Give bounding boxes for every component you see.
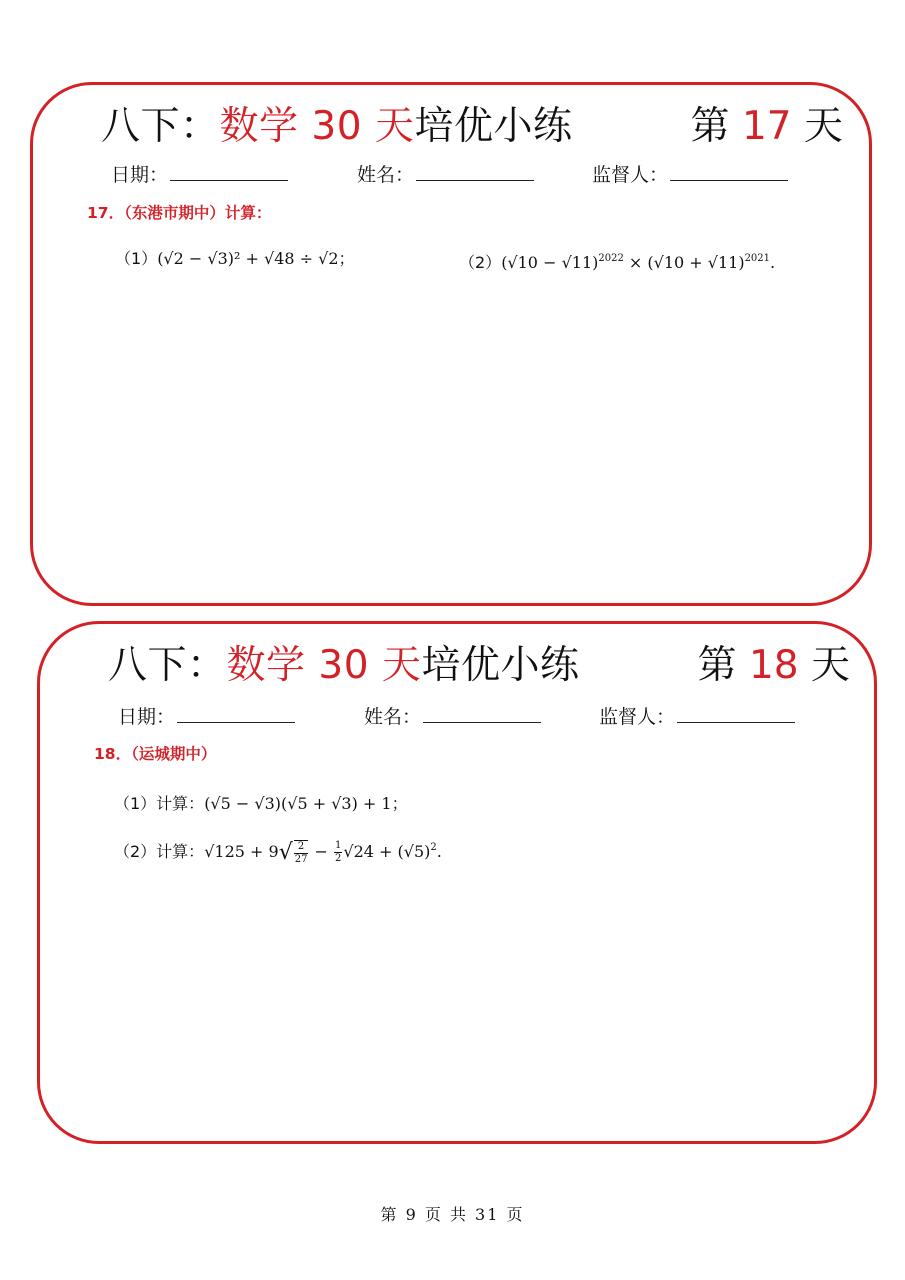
- title-row: [101, 99, 841, 157]
- title-prefix: 八下：: [101, 104, 220, 149]
- radical-sign: √: [278, 839, 293, 865]
- expression-end: .: [770, 253, 776, 272]
- expression-part: −: [309, 842, 334, 861]
- problem-expression: (√2 − √3)² + √48 ÷ √2；: [157, 249, 355, 268]
- problem-2: [114, 836, 442, 866]
- day-label: [698, 638, 850, 694]
- day-suffix: 天: [798, 643, 850, 688]
- day-17-card: [30, 82, 872, 606]
- title-suffix: 培优小练: [414, 104, 573, 149]
- day-18-card: [37, 621, 877, 1144]
- date-field[interactable]: [118, 702, 295, 730]
- info-row: [111, 160, 831, 186]
- date-blank[interactable]: [177, 702, 295, 723]
- day-label: [691, 99, 843, 155]
- date-label: 日期：: [111, 164, 169, 186]
- radical-fraction: [279, 840, 310, 866]
- problem-label: （1）计算：: [114, 794, 205, 813]
- name-label: 姓名：: [364, 706, 422, 728]
- question-header: 17．（东港市期中）计算：: [87, 204, 272, 222]
- title-row: [108, 638, 848, 696]
- denominator: 27: [294, 853, 308, 865]
- denominator: 2: [335, 853, 342, 864]
- worksheet-title: [108, 638, 579, 694]
- supervisor-label: 监督人：: [592, 164, 669, 186]
- fraction: [334, 840, 342, 865]
- expression-part: √24 + (√5): [343, 842, 431, 861]
- numerator: 1: [335, 840, 342, 851]
- expression-part: (√10 − √11): [501, 253, 599, 272]
- date-field[interactable]: [111, 160, 288, 188]
- day-suffix: 天: [791, 104, 843, 149]
- question-header: 18．（运城期中）: [94, 745, 217, 763]
- supervisor-blank[interactable]: [677, 702, 795, 723]
- supervisor-blank[interactable]: [670, 160, 788, 181]
- problem-label: （1）: [115, 249, 158, 268]
- name-field[interactable]: [357, 160, 534, 188]
- name-field[interactable]: [364, 702, 541, 730]
- worksheet-title: [101, 99, 572, 155]
- numerator: 2: [294, 841, 309, 854]
- title-suffix: 培优小练: [421, 643, 580, 688]
- exponent: 2021: [744, 253, 771, 264]
- name-blank[interactable]: [423, 702, 541, 723]
- fraction: [294, 840, 309, 866]
- title-highlight: 数学 30 天: [226, 643, 422, 688]
- problem-2: [459, 247, 775, 275]
- name-blank[interactable]: [416, 160, 534, 181]
- day-prefix: 第: [697, 643, 749, 688]
- expression-part: × (√10 + √11): [623, 253, 745, 272]
- problem-label: （2）: [459, 253, 502, 272]
- expression-part: √125 + 9: [204, 842, 279, 861]
- supervisor-field[interactable]: [592, 160, 788, 188]
- problem-1: [114, 792, 408, 816]
- day-number: 17: [741, 104, 792, 149]
- info-row: [118, 702, 838, 728]
- problem-label: （2）计算：: [114, 842, 205, 861]
- date-label: 日期：: [118, 706, 176, 728]
- supervisor-label: 监督人：: [599, 706, 676, 728]
- page-footer: 第 9 页 共 31 页: [380, 1205, 525, 1224]
- supervisor-field[interactable]: [599, 702, 795, 730]
- name-label: 姓名：: [357, 164, 415, 186]
- title-highlight: 数学 30 天: [219, 104, 415, 149]
- problem-1: [115, 247, 355, 271]
- title-prefix: 八下：: [108, 643, 227, 688]
- expression-end: .: [436, 842, 442, 861]
- day-prefix: 第: [690, 104, 742, 149]
- day-number: 18: [748, 643, 799, 688]
- exponent: 2022: [598, 253, 624, 264]
- exponent: 2: [430, 842, 437, 853]
- date-blank[interactable]: [170, 160, 288, 181]
- problem-expression: (√5 − √3)(√5 + √3) + 1；: [204, 794, 408, 813]
